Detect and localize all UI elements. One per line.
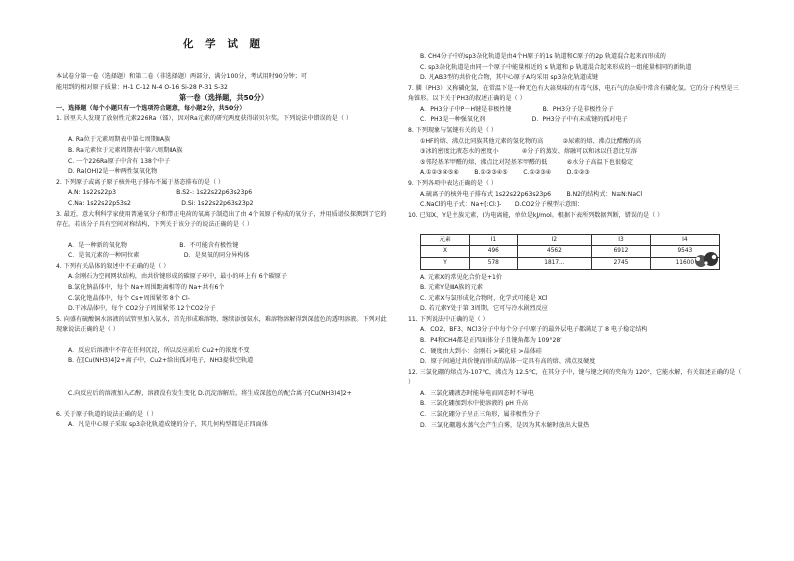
statement-8-2: ③冰的密度比液态水的密度小 ④分子的蒸发、熔融可以和冰以任意比互溶 <box>420 148 637 156</box>
option-2cd: C.Na: 1s22s22p53s2 D.Si: 1s22s22p63s23p2 <box>68 199 254 207</box>
table-cell: Y <box>421 257 470 269</box>
table-row <box>421 257 720 269</box>
question-6-stem: 6. 关于原子轨道的说法正确的是（ ） <box>56 410 158 418</box>
question-2-stem: 2. 下列原子或离子原子核外电子排布不属于基态排布的是（ ） <box>56 178 225 186</box>
option-6b: B. CH4分子中的sp3杂化轨道是由4个H原子的1s 轨道和C原子的2p 轨道混合起来而形成的 <box>420 53 666 60</box>
ionization-table <box>420 234 720 270</box>
option-6d: D. 凡AB3型的共价化合物，其中心原子A均采用 sp3杂化轨道成键 <box>420 74 598 82</box>
question-8-stem: 8. 下列现象与氢键有关的是（ ） <box>408 126 497 134</box>
option-9ab: A.硫离子的核外电子排布式 1s22s22p63s23p6 B.N2的结构式：N≡N:NaCl <box>420 190 643 198</box>
option-4c: C.氯化铯晶体中，每个 Cs+周围紧邻 8个 Cl- <box>68 294 190 302</box>
section-heading: 第一卷（选择题，共50分） <box>178 93 269 103</box>
option-7ab: A．PH3分子中P－H键是非极性键 B．PH3分子是非极性分子 <box>420 105 614 113</box>
question-10-stem: 10. 已知X、Y是主族元素，I为电离能，单位是kJ/mol。根据下表所列数据判断，错误的是（ ） <box>408 211 664 219</box>
table-header: I2 <box>517 234 592 246</box>
option-11d: D．原子间通过共价键而形成的晶体一定具有高的熔、沸点及硬度 <box>420 358 596 366</box>
option-12b: B．三氯化硼加到水中使溶液的 pH 升高 <box>420 400 528 408</box>
option-3cd: C．是氧元素的一种同位素 D．是臭氧的同分异构体 <box>68 252 250 260</box>
table-header: I1 <box>470 234 518 246</box>
left-column <box>56 48 391 431</box>
option-12c: C．三氯化硼分子呈正三角形，属非极性分子 <box>420 411 541 419</box>
option-5b: B. 在[Cu(NH3)4]2+离子中，Cu2+给出孤对电子，NH3提供空轨道 <box>68 357 254 365</box>
statement-8-1: ①HF的熔、沸点比同族其他元素的氢化物的高 ②尿素的熔、沸点比醋酸的高 <box>420 137 642 145</box>
question-9-stem: 9. 下列各项中表达正确的是（ ） <box>408 179 497 187</box>
table-cell: 6912 <box>592 246 650 258</box>
option-11c: C．硬度由大到小：金刚石 >碳化硅 >晶体硅 <box>420 347 542 355</box>
option-6c: C. sp3杂化轨道是由同一个原子中能量相近的 s 轨道和 p 轨道混合起来形成的一组能量相同的新轨道 <box>420 63 692 71</box>
table-cell: 496 <box>470 246 518 258</box>
intro-line-2: 能用到的相对原子质量：H-1 C-12 N-4 O-16 Si-28 P-31 S-32 <box>56 83 228 91</box>
option-10a: A. 元素X的常见化合价是+1价 <box>420 273 503 281</box>
option-10c: C. 元素X与氯形成化合物时，化学式可能是 XCl <box>420 294 548 302</box>
option-3ab: A．是一种新的氧化物 B．不可能含有极性键 <box>68 241 239 249</box>
question-4-stem: 4. 下列有关晶体的叙述中不正确的是（ ） <box>56 262 170 270</box>
table-cell: 9543 <box>650 246 719 258</box>
option-1a: A. Ra位于元素周期表中第七周期ⅡA族 <box>68 136 171 144</box>
table-row <box>421 246 720 258</box>
table-header-row <box>421 234 720 246</box>
option-5cd: C.向反应后的溶液加入乙醇，溶液没有发生变化 D.沉淀溶解后，将生成深蓝色的配合离子[Cu(NH3)4]2+ <box>68 389 352 397</box>
question-5-stem: 5. 向盛有硫酸铜水溶液的试管里加入氨水，首先形成难溶物，继续添加氨水，难溶物溶解得到深蓝色的透明溶液。下列对此现象说法正确的是（ ） <box>56 315 387 334</box>
option-1b: B. Ra元素位于元素周期表中第六周期ⅡA族 <box>68 146 183 154</box>
co2-molecule-model-icon <box>692 248 722 272</box>
options-8: A.①②③④⑤⑥ B.①②③④⑤ C.①②③④ D.①②③ <box>420 169 590 177</box>
option-6a: A．凡是中心原子采取 sp3杂化轨道成键的分子，其几何构型都是正四面体 <box>68 421 268 429</box>
option-11a: A．CO2、BF3、NCl3分子中每个分子中原子的最外层电子都满足了 8 电子稳定结构 <box>420 326 648 334</box>
option-9cd: C.NaCl的电子式：Na+[:Cl:]- D.CO2分子模型示意图： <box>420 201 584 209</box>
question-3-stem: 3. 最近，意大利科学家使用普通氧分子和带正电荷的氧离子制造出了由 4个氧原子构成的氧分子，并用质谱仪探测到了它的存在。若该分子具有空间对称结构，下列关于该分子的说法正确的是（ ） <box>56 210 387 229</box>
table-cell: 1817... <box>517 257 592 269</box>
table-cell: 11600 <box>650 257 719 269</box>
question-12-stem: 12. 三氯化硼的熔点为-107℃，沸点为 12.5℃，在其分子中，键与键之间的夹角为 120°，它能水解，有关叙述正确的是（ ） <box>408 368 742 387</box>
table-header: I3 <box>592 234 650 246</box>
statement-8-3: ⑤邻羟基苯甲醛的熔、沸点比对羟基苯甲醛的低 ⑥水分子高温下也很稳定 <box>420 158 634 166</box>
option-10b: B. 元素Y是ⅢA族的元素 <box>420 284 483 292</box>
table-header: 元素 <box>421 234 470 246</box>
intro-line-1: 本试卷分第一卷（选择题）和第二卷（非选择题）两部分，满分100分，考试用时90分钟；可 <box>56 73 307 80</box>
option-2ab: A.N: 1s22s22p3 B.S2-: 1s22s22p63s23p6 <box>68 189 253 197</box>
question-7-stem: 7. 膦（PH3）又称磷化氢，在常温下是一种无色有大蒜臭味的有毒气体，电石气的杂质中常含有磷化氢。它的分子构型是三角锥形。以下关于PH3的叙述正确的是（ ） <box>408 84 739 103</box>
option-4b: B.氯化钠晶体中，每个 Na+周围距离相等的 Na+共有6个 <box>68 283 225 291</box>
question-11-stem: 11. 下列说法中正确的是（ ） <box>408 315 489 323</box>
right-column <box>408 52 744 431</box>
option-10d: D. 若元素Y处于第 3周期，它可与冷水剧烈反应 <box>420 305 548 313</box>
option-4a: A.金刚石为空间网状结构，由共价键形成的碳原子环中，最小的环上有 6个碳原子 <box>68 273 287 281</box>
table-cell: 4562 <box>517 246 592 258</box>
option-11b: B．P4和CH4都是正四面体分子且键角都为 109°28′ <box>420 337 562 345</box>
table-header: I4 <box>650 234 719 246</box>
option-1c: C. 一个226Ra原子中含有 138个中子 <box>68 157 171 165</box>
option-12d: D．三氯化硼遇水蒸气会产生白雾，是因为其水解时放出大量热 <box>420 421 590 429</box>
question-type-heading: 一、选择题（每个小题只有一个选项符合题意，每小题2分，共50分） <box>56 104 246 112</box>
option-12a: A．三氯化硼液态时能导电而固态时不导电 <box>420 389 534 397</box>
option-1d: D. Ra(OH)2是一种两性氢氧化物 <box>68 168 158 176</box>
question-1-stem: 1. 居里夫人发现了放射性元素226Ra（镭），因对Ra元素的研究两度获得诺贝尔奖。下列说法中错误的是（ ） <box>56 115 352 123</box>
option-7cd: C．PH3是一种强氧化剂 D．PH3分子中有未成键的孤对电子 <box>420 116 628 124</box>
table-cell: 2745 <box>592 257 650 269</box>
table-cell: X <box>421 246 470 258</box>
option-4d: D.干冰晶体中，每个 CO2分子周围紧邻 12个CO2分子 <box>68 305 216 313</box>
option-5a: A．反应后溶液中不存在任何沉淀，所以反应前后 Cu2+的浓度不变 <box>68 346 250 354</box>
table-cell: 578 <box>470 257 518 269</box>
page-title: 化 学 试 题 <box>183 38 264 50</box>
